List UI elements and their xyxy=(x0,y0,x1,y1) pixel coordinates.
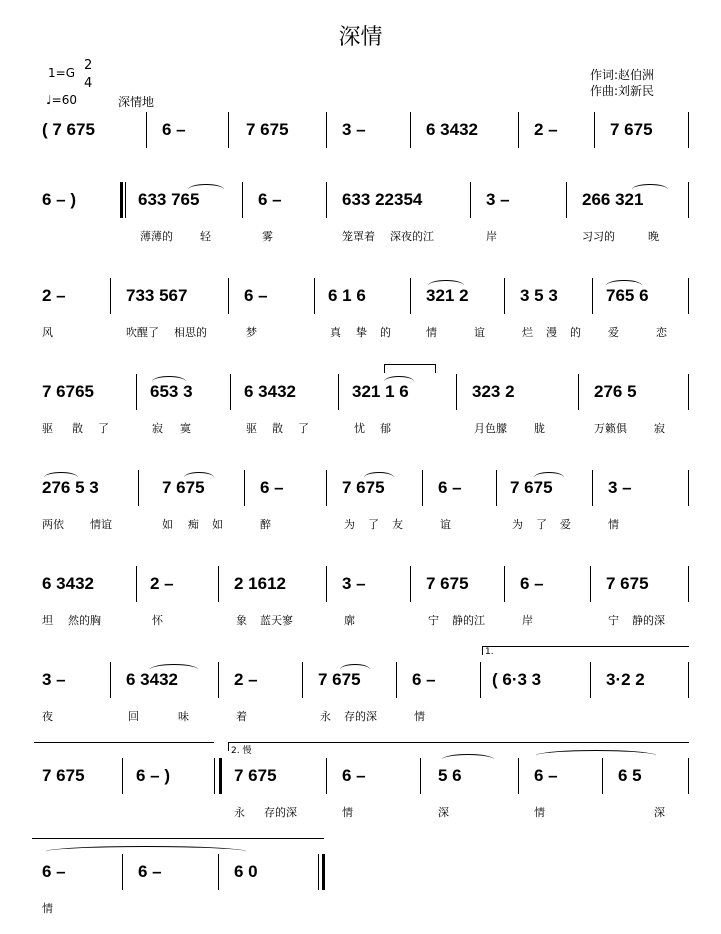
barline xyxy=(314,278,315,314)
lyric: 月色朦 xyxy=(474,422,507,435)
slur xyxy=(150,664,198,675)
barline xyxy=(318,854,319,890)
score-row-6 xyxy=(28,566,698,626)
lyric: 廓 xyxy=(344,614,355,627)
lyric: 永 xyxy=(320,710,331,723)
lyric: 两依 xyxy=(42,518,64,531)
slur xyxy=(428,280,464,291)
score-row-8 xyxy=(28,746,698,819)
barline xyxy=(456,374,457,410)
lyric: 晚 xyxy=(648,230,659,243)
slur xyxy=(364,472,394,483)
final-barline xyxy=(322,854,325,890)
measure: 6 3432 xyxy=(426,120,478,139)
barline xyxy=(592,470,593,506)
barline xyxy=(688,470,689,506)
barline xyxy=(566,182,567,218)
lyric: 怀 xyxy=(152,614,163,627)
lyric: 为 xyxy=(512,518,523,531)
volta-1-continuation xyxy=(34,742,214,751)
lyric: 漫 xyxy=(546,326,557,339)
measure: 6 – xyxy=(162,120,186,139)
lyric: 谊 xyxy=(474,326,485,339)
measure: 6 – xyxy=(342,766,366,785)
measure: 7 675 xyxy=(606,574,649,593)
lyric: 痴 xyxy=(188,518,199,531)
measure: 7 675 xyxy=(162,478,205,497)
barline xyxy=(410,112,411,148)
slur xyxy=(536,750,656,761)
lyric: 爱 xyxy=(560,518,571,531)
slur xyxy=(46,846,246,857)
measure: 6 – xyxy=(412,670,436,689)
lyric: 了 xyxy=(536,518,547,531)
measure: 6 1 6 xyxy=(328,286,366,305)
key-signature: 1=G xyxy=(48,66,75,80)
barline xyxy=(602,758,603,794)
lyric: 情 xyxy=(42,902,53,915)
measure: 3 – xyxy=(42,670,66,689)
barline xyxy=(326,758,327,794)
lyric: 寞 xyxy=(180,422,191,435)
lyric: 了 xyxy=(298,422,309,435)
barline xyxy=(688,278,689,314)
barline xyxy=(122,854,123,890)
lyric: 情 xyxy=(414,710,425,723)
tempo-change-mark: 慢 xyxy=(242,746,252,756)
lyric: 宁 xyxy=(428,614,439,627)
score-row-4 xyxy=(28,374,698,434)
lyric: 醉 xyxy=(260,518,271,531)
barline xyxy=(214,758,215,794)
lyric: 回 xyxy=(128,710,139,723)
lyric: 雾 xyxy=(262,230,273,243)
barline xyxy=(420,758,421,794)
measure: 765 6 xyxy=(606,286,649,305)
measure: 3 – xyxy=(608,478,632,497)
lyric: 宁 xyxy=(608,614,619,627)
barline xyxy=(110,278,111,314)
measure: 7 675 xyxy=(426,574,469,593)
barline xyxy=(688,112,689,148)
measure: 6 – xyxy=(42,862,66,881)
barline xyxy=(122,758,123,794)
lyric: 真 xyxy=(330,326,341,339)
measure: 6 – xyxy=(520,574,544,593)
measure: 6 – ) xyxy=(42,190,77,209)
measure: 653 3 xyxy=(150,382,193,401)
lyric: 岸 xyxy=(486,230,497,243)
lyric: 情谊 xyxy=(90,518,112,531)
lyric: 友 xyxy=(392,518,403,531)
barline xyxy=(146,112,147,148)
barline xyxy=(218,662,219,698)
measure: 2 – xyxy=(234,670,258,689)
slur xyxy=(44,472,78,483)
measure: 633 765 xyxy=(138,190,200,209)
tempo-marking: ♩=60 xyxy=(46,93,77,107)
composer-credit: 作曲:刘新民 xyxy=(590,84,655,98)
lyric: 胧 xyxy=(534,422,545,435)
lyric: 永 xyxy=(234,806,245,819)
measure: 6 – xyxy=(260,478,284,497)
lyric: 吹醒了 xyxy=(126,326,159,339)
barline xyxy=(302,662,303,698)
barline xyxy=(244,470,245,506)
lyricist-credit: 作词:赵伯洲 xyxy=(590,68,655,82)
slur xyxy=(442,754,494,765)
lyric: 笼罩着 xyxy=(342,230,375,243)
barline xyxy=(218,566,219,602)
measure: 3 – xyxy=(342,120,366,139)
lyric: 味 xyxy=(178,710,189,723)
lyric: 为 xyxy=(344,518,355,531)
barline xyxy=(125,182,126,218)
lyric: 寂 xyxy=(152,422,163,435)
measure: 276 5 3 xyxy=(42,478,99,497)
barline xyxy=(504,278,505,314)
barline xyxy=(410,278,411,314)
measure: 7 675 xyxy=(42,766,85,785)
lyric: 如 xyxy=(162,518,173,531)
barline xyxy=(504,566,505,602)
measure: 6 – xyxy=(258,190,282,209)
measure: 2 – xyxy=(42,286,66,305)
barline xyxy=(326,566,327,602)
lyric: 习习的 xyxy=(582,230,615,243)
expression-marking: 深情地 xyxy=(118,95,155,109)
measure: 276 5 xyxy=(594,382,637,401)
slur xyxy=(384,376,414,387)
lyric: 着 xyxy=(236,710,247,723)
measure: 7 675 xyxy=(610,120,653,139)
measure: 3 – xyxy=(342,574,366,593)
lyric: 寂 xyxy=(654,422,665,435)
lyric: 深夜的江 xyxy=(390,230,434,243)
lyric: 爱 xyxy=(608,326,619,339)
slur xyxy=(184,472,214,483)
barline xyxy=(230,374,231,410)
lyric: 相思的 xyxy=(174,326,207,339)
lyric: 存的深 xyxy=(264,806,297,819)
barline xyxy=(326,470,327,506)
barline xyxy=(136,374,137,410)
barline xyxy=(688,566,689,602)
lyric: 情 xyxy=(342,806,353,819)
measure: 6 3432 xyxy=(42,574,94,593)
barline xyxy=(590,566,591,602)
score-row-7 xyxy=(28,647,698,723)
barline xyxy=(410,566,411,602)
lyric: 象 xyxy=(236,614,247,627)
lyric: 的 xyxy=(380,326,391,339)
barline xyxy=(110,662,111,698)
lyric: 静的深 xyxy=(632,614,665,627)
measure: 3·2 2 xyxy=(606,670,645,689)
measure: 6 – xyxy=(244,286,268,305)
barline xyxy=(218,854,219,890)
score-row-9 xyxy=(28,854,698,914)
lyric: 烂 xyxy=(522,326,533,339)
lyric: 薄薄的 xyxy=(140,230,173,243)
lyric: 忧 xyxy=(354,422,365,435)
barline xyxy=(396,662,397,698)
barline xyxy=(242,182,243,218)
lyric: 静的江 xyxy=(452,614,485,627)
measure: 321 2 xyxy=(426,286,469,305)
slur xyxy=(632,184,668,195)
measure: 6 – xyxy=(138,862,162,881)
barline xyxy=(688,662,689,698)
slur xyxy=(152,376,186,387)
lyric: 如 xyxy=(212,518,223,531)
measure: 633 22354 xyxy=(342,190,423,209)
barline xyxy=(326,182,327,218)
barline xyxy=(594,112,595,148)
volta-1-bracket xyxy=(482,646,689,655)
barline xyxy=(688,758,689,794)
lyric: 存的深 xyxy=(344,710,377,723)
measure: 2 1612 xyxy=(234,574,286,593)
barline xyxy=(592,278,593,314)
barline xyxy=(518,758,519,794)
score-row-5 xyxy=(28,470,698,530)
lyric: 恋 xyxy=(656,326,667,339)
lyric: 坦 xyxy=(42,614,53,627)
lyric: 然的胸 xyxy=(68,614,101,627)
lyric: 挚 xyxy=(356,326,367,339)
lyric: 夜 xyxy=(42,710,53,723)
lyric: 了 xyxy=(98,422,109,435)
measure: 6 – xyxy=(534,766,558,785)
barline xyxy=(138,470,139,506)
repeat-end-barline xyxy=(219,758,222,794)
measure: 5 6 xyxy=(438,766,462,785)
barline xyxy=(338,374,339,410)
barline xyxy=(326,112,327,148)
volta-2-label: 2. xyxy=(231,746,240,756)
lyric: 驱 xyxy=(246,422,257,435)
lyric: 梦 xyxy=(246,326,257,339)
measure: 7 675 xyxy=(318,670,361,689)
lyric: 情 xyxy=(426,326,437,339)
barline xyxy=(578,374,579,410)
volta-1-label: 1. xyxy=(485,647,494,657)
measure: ( 6·3 3 xyxy=(492,670,542,689)
score-row-2 xyxy=(28,182,698,242)
lyric: 郁 xyxy=(380,422,391,435)
lyric: 情 xyxy=(534,806,545,819)
score-row-3 xyxy=(28,278,698,338)
slur xyxy=(606,280,642,291)
time-signature-bottom: 4 xyxy=(84,76,93,91)
triplet-bracket xyxy=(384,364,436,373)
time-signature-top: 2 xyxy=(84,58,93,73)
lyric: 散 xyxy=(72,422,83,435)
measure: 321 1 6 xyxy=(352,382,409,401)
page-title: 深情 xyxy=(338,25,383,50)
measure: 7 675 xyxy=(342,478,385,497)
measure: 6 3432 xyxy=(244,382,296,401)
measure: 3 – xyxy=(486,190,510,209)
barline xyxy=(136,566,137,602)
lyric: 深 xyxy=(654,806,665,819)
slur xyxy=(534,472,564,483)
measure: 2 – xyxy=(150,574,174,593)
slur xyxy=(188,184,224,195)
barline xyxy=(688,182,689,218)
barline xyxy=(518,112,519,148)
lyric: 深 xyxy=(438,806,449,819)
lyric: 散 xyxy=(272,422,283,435)
barline xyxy=(470,182,471,218)
barline xyxy=(228,278,229,314)
measure: 266 321 xyxy=(582,190,644,209)
lyric: 的 xyxy=(570,326,581,339)
measure: 2 – xyxy=(534,120,558,139)
lyric: 谊 xyxy=(440,518,451,531)
lyric: 情 xyxy=(608,518,619,531)
barline xyxy=(496,470,497,506)
measure: 733 567 xyxy=(126,286,188,305)
lyric: 驱 xyxy=(42,422,53,435)
barline xyxy=(480,662,481,698)
measure: 6 3432 xyxy=(126,670,178,689)
barline xyxy=(688,374,689,410)
lyric: 风 xyxy=(42,326,53,339)
barline xyxy=(590,662,591,698)
measure: 7 6765 xyxy=(42,382,94,401)
measure: 7 675 xyxy=(246,120,289,139)
lyric: 蓝天寥 xyxy=(260,614,293,627)
measure: 6 0 xyxy=(234,862,258,881)
lyric: 轻 xyxy=(200,230,211,243)
lyric: 岸 xyxy=(522,614,533,627)
slur xyxy=(340,664,370,675)
measure: 7 675 xyxy=(234,766,277,785)
repeat-start-barline xyxy=(120,182,123,218)
barline xyxy=(228,112,229,148)
measure: 7 675 xyxy=(510,478,553,497)
lyric: 了 xyxy=(368,518,379,531)
measure: 323 2 xyxy=(472,382,515,401)
measure: 6 – xyxy=(438,478,462,497)
lyric: 万籁俱 xyxy=(594,422,627,435)
score-row-1 xyxy=(28,112,698,172)
measure: 6 – ) xyxy=(136,766,171,785)
barline xyxy=(422,470,423,506)
measure: ( 7 675 xyxy=(42,120,95,139)
measure: 3 5 3 xyxy=(520,286,558,305)
measure: 6 5 xyxy=(618,766,642,785)
